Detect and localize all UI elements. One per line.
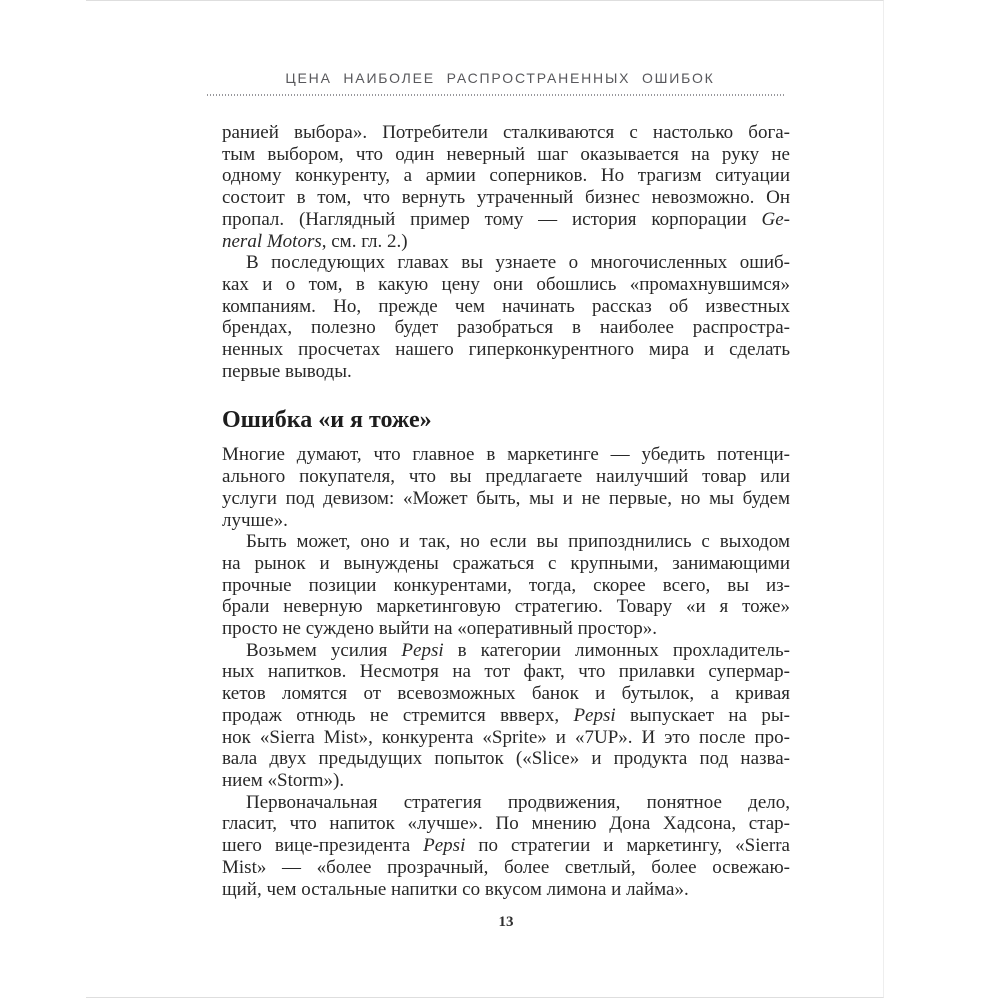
section-paragraphs [222,444,790,900]
text-line: нок «Sierra Mist», конкурента «Sprite» и «7UP». И это после про- [222,726,790,748]
text-line: кетов ломятся от всевозможных банок и бутылок, а кривая [222,683,790,705]
text-line: просто не суждено выйти на «оперативный простор». [222,618,657,640]
text-line: щий, чем остальные напитки со вкусом лимона и лайма». [222,878,689,900]
text-line: первые выводы. [222,360,352,382]
text-line: брендах, полезно будет разобраться в наиболее распростра- [222,317,790,339]
text-line: лучше». [222,509,288,531]
text-line: Первоначальная стратегия продвижения, понятное дело, [246,791,790,813]
paragraph [222,531,790,640]
header-divider-dotted-rule [207,94,784,96]
running-header: ЦЕНА НАИБОЛЕЕ РАСПРОСТРАНЕННЫХ ОШИБОК [285,70,715,86]
intro-paragraphs [222,122,790,382]
text-line: Возьмем усилия Pepsi в категории лимонных прохладитель- [246,639,790,661]
text-line: ках и о том, в какую цену они обошлись «промахнувшимся» [222,273,790,295]
text-line: брали неверную маркетинговую стратегию. Товару «и я тоже» [222,596,790,618]
page-body [222,122,790,900]
text-line: пропал. (Наглядный пример тому — история корпорации Ge- [222,208,790,230]
section-heading: Ошибка «и я тоже» [222,407,432,434]
text-line: тым выбором, что один неверный шаг оказывается на руку не [222,143,790,165]
paragraph [222,122,790,252]
paragraph [222,444,790,531]
text-line: одному конкуренту, а армии соперников. Но трагизм ситуации [222,165,790,187]
text-line: гласит, что напиток «лучше». По мнению Дона Хадсона, стар- [222,813,790,835]
text-line: ненных просчетах нашего гиперконкурентного мира и сделать [222,339,790,361]
paragraph [222,252,790,382]
text-line: состоит в том, что вернуть утраченный бизнес невозможно. Он [222,187,790,209]
text-line: компаниям. Но, прежде чем начинать рассказ об известных [222,295,790,317]
text-line: В последующих главах вы узнаете о многочисленных ошиб- [246,252,790,274]
paragraph [222,640,790,792]
text-line: Многие думают, что главное в маркетинге — убедить потенци- [222,444,790,466]
text-line: ранией выбора». Потребители сталкиваются с настолько бога- [222,122,790,143]
text-line: на рынок и вынуждены сражаться с крупными, занимающими [222,552,790,574]
text-line: neral Motors, см. гл. 2.) [222,230,408,252]
text-line: продаж отнюдь не стремится ввверх, Pepsi выпускает на ры- [222,704,790,726]
text-line: ных напитков. Несмотря на тот факт, что прилавки супермар- [222,661,790,683]
text-line: шего вице-президента Pepsi по стратегии и маркетингу, «Sierra [222,835,790,857]
text-line: ального покупателя, что вы предлагаете наилучший товар или [222,466,790,488]
text-line: нием «Storm»). [222,769,345,791]
text-line: прочные позиции конкурентами, тогда, скорее всего, вы из- [222,574,790,596]
text-line: Быть может, оно и так, но если вы припозднились с выходом [246,531,790,553]
text-line: услуги под девизом: «Может быть, мы и не первые, но мы будем [222,487,790,509]
text-line: вала двух предыдущих попыток («Slice» и продукта под назва- [222,748,790,770]
text-line: Mist» — «более прозрачный, более светлый, более освежаю- [222,856,790,878]
page-number: 13 [498,914,514,930]
paragraph [222,792,790,901]
